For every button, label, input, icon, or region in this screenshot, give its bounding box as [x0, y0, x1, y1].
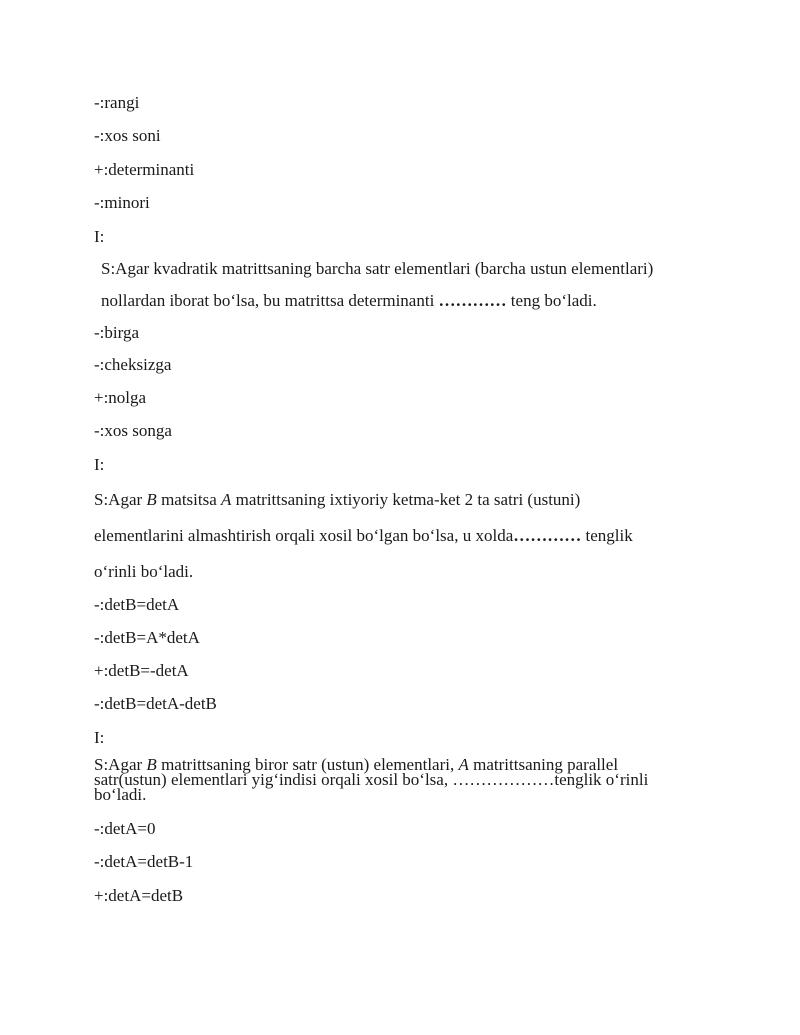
matrix-symbol: B — [146, 755, 157, 774]
question-stem — [94, 526, 633, 546]
stem-text: teng bo‘ladi. — [506, 291, 597, 310]
option: -:detB=detA-detB — [94, 694, 217, 713]
question-stem: o‘rinli bo‘ladi. — [94, 562, 194, 581]
question-marker: I: — [94, 227, 105, 246]
option: -:detA=detB-1 — [94, 852, 194, 871]
stem-text: S:Agar — [94, 490, 147, 509]
stem-text: elementlarini almashtirish orqali xosil bo‘lgan bo‘lsa, u xolda — [94, 526, 514, 545]
question-stem: satr(ustun) elementlari yig‘indisi orqali xosil bo‘lsa, ………………tenglik o‘rinli — [94, 770, 649, 789]
stem-text: matrittsaning parallel — [468, 755, 619, 774]
option: -:minori — [94, 193, 150, 212]
stem-text: S:Agar — [94, 755, 147, 774]
blank-dots: ………… — [438, 291, 507, 310]
option: -:detB=detA — [94, 595, 180, 614]
option: -:detA=0 — [94, 819, 156, 838]
stem-text: tenglik — [581, 526, 633, 545]
option: -:xos soni — [94, 126, 161, 145]
option: -:rangi — [94, 93, 140, 112]
option: +:nolga — [94, 388, 147, 407]
stem-text: matrittsaning biror satr (ustun) elementlari, — [156, 755, 459, 774]
question-marker: I: — [94, 455, 105, 474]
question-stem: S:Agar kvadratik matrittsaning barcha satr elementlari (barcha ustun elementlari) — [101, 259, 654, 278]
option: -:cheksizga — [94, 355, 172, 374]
stem-text: nollardan iborat bo‘lsa, bu matrittsa determinanti — [101, 291, 439, 310]
matrix-symbol: A — [458, 755, 469, 774]
option: -:birga — [94, 323, 140, 342]
option: -:xos songa — [94, 421, 172, 440]
matrix-symbol: B — [146, 490, 157, 509]
option: +:detA=detB — [94, 886, 184, 905]
option: +:determinanti — [94, 160, 195, 179]
option: +:detB=-detA — [94, 661, 189, 680]
blank-dots: ………… — [513, 526, 582, 545]
stem-text: matrittsaning ixtiyoriy ketma-ket 2 ta satri (ustuni) — [231, 490, 581, 509]
question-stem — [101, 291, 597, 311]
matrix-symbol: A — [221, 490, 232, 509]
question-stem: bo‘ladi. — [94, 785, 147, 804]
stem-text: matsitsa — [156, 490, 222, 509]
option: -:detB=A*detA — [94, 628, 200, 647]
question-marker: I: — [94, 728, 105, 747]
question-stem — [94, 490, 580, 510]
